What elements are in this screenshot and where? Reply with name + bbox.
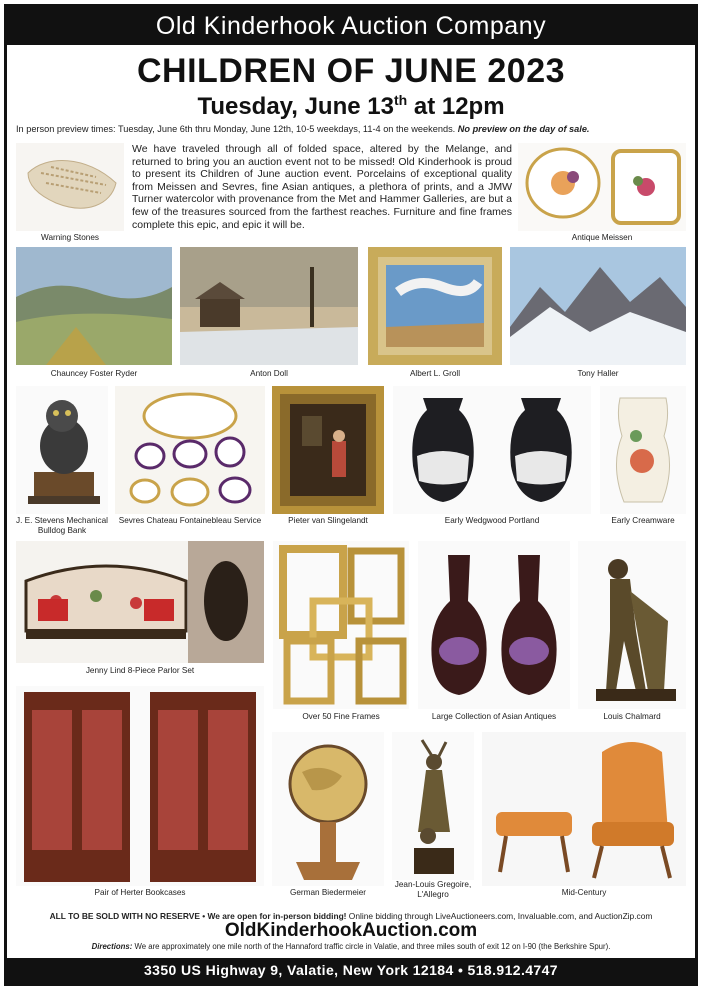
gregoire-sculpture-photo [392,732,474,880]
caption-herter: Pair of Herter Bookcases [94,888,186,897]
directions-label: Directions: [91,942,133,951]
jenny-lind-parlor-photo [16,541,264,663]
slingelandt-painting-photo [272,386,384,514]
caption-creamware: Early Creamware [611,516,675,525]
directions-text: We are approximately one mile north of the Hannaford traffic circle in Valatie, and three miles south of exit 12 on I-90 (the Berkshire Spur). [132,942,611,951]
directions-line [12,942,690,951]
caption-jenny-lind: Jenny Lind 8-Piece Parlor Set [85,666,195,675]
preview-text: In person preview times: Tuesday, June 6th thru Monday, June 12th, 10-5 weekdays, 11-4 on the weekends. [16,124,458,134]
intro-paragraph: We have traveled through all of folded space, altered by the Melange, and returned to bring you an auction event not to be missed! Old Kinderhook is proud to present its Children of June auction event. Porcelains of exceptional quality from Meissen and Sevres, fine Asian antiques, a plethora of prints, and a JMW Turner watercolor with provenance from the Met and Hammer Galleries, are but a few of the treasures sourced from the farthest reaches. Furniture and fine frames complete this epic, and epic it will be. [132,143,512,231]
mid-century-chair-photo [482,732,686,886]
caption-midcentury: Mid-Century [561,888,607,897]
chalmard-bronze-photo [578,541,686,709]
event-time: at 12pm [407,93,505,120]
sevres-service-photo [115,386,265,514]
event-date-suffix: th [393,92,408,108]
bulldog-bank-photo [16,386,108,514]
caption-warning-stones: Warning Stones [41,233,99,242]
caption-frames: Over 50 Fine Frames [302,712,380,721]
caption-stevens: J. E. Stevens Mechanical Bulldog Bank [16,516,108,535]
company-banner [7,7,695,45]
caption-groll: Albert L. Groll [409,369,461,378]
herter-bookcases-photo [16,686,264,886]
company-name: Old Kinderhook Auction Company [155,12,547,40]
address-text: 3350 US Highway 9, Valatie, New York 12184 • 518.912.4747 [144,962,558,978]
caption-doll: Anton Doll [250,369,288,378]
caption-ryder: Chauncey Foster Ryder [50,369,138,378]
website-link[interactable]: OldKinderhookAuction.com [224,920,478,941]
haller-painting-photo [510,247,686,365]
antique-meissen-photo [518,143,686,231]
asian-antiques-photo [418,541,570,709]
caption-wedgwood: Early Wedgwood Portland [444,516,540,525]
fine-frames-photo [273,541,409,709]
caption-gregoire: Jean-Louis Gregoire, L'Allegro [394,880,472,899]
reserve-bold: ALL TO BE SOLD WITH NO RESERVE • We are open for in-person bidding! [49,911,347,921]
address-banner [7,958,695,983]
preview-times [16,124,686,134]
caption-slingelandt: Pieter van Slingelandt [288,516,368,525]
biedermeier-globe-photo [272,732,384,886]
online-bidding-text: Online bidding through LiveAuctioneers.com, Invaluable.com, and AuctionZip.com [346,911,653,921]
event-title: CHILDREN OF JUNE 2023 [136,52,566,90]
caption-antique-meissen: Antique Meissen [571,233,633,242]
warning-stones-photo [16,143,124,231]
caption-sevres: Sevres Chateau Fontainebleau Service [118,516,262,525]
event-date [7,92,695,121]
caption-biedermeier: German Biedermeier [290,888,366,897]
caption-chalmard: Louis Chalmard [603,712,661,721]
wedgwood-portland-photo [393,386,591,514]
event-date-main: Tuesday, June 13 [197,93,394,120]
preview-emphasis: No preview on the day of sale. [457,124,590,134]
caption-haller: Tony Haller [577,369,619,378]
groll-painting-photo [368,247,502,365]
ryder-painting-photo [16,247,172,365]
creamware-pitcher-photo [600,386,686,514]
doll-painting-photo [180,247,358,365]
caption-asian: Large Collection of Asian Antiques [431,712,557,721]
